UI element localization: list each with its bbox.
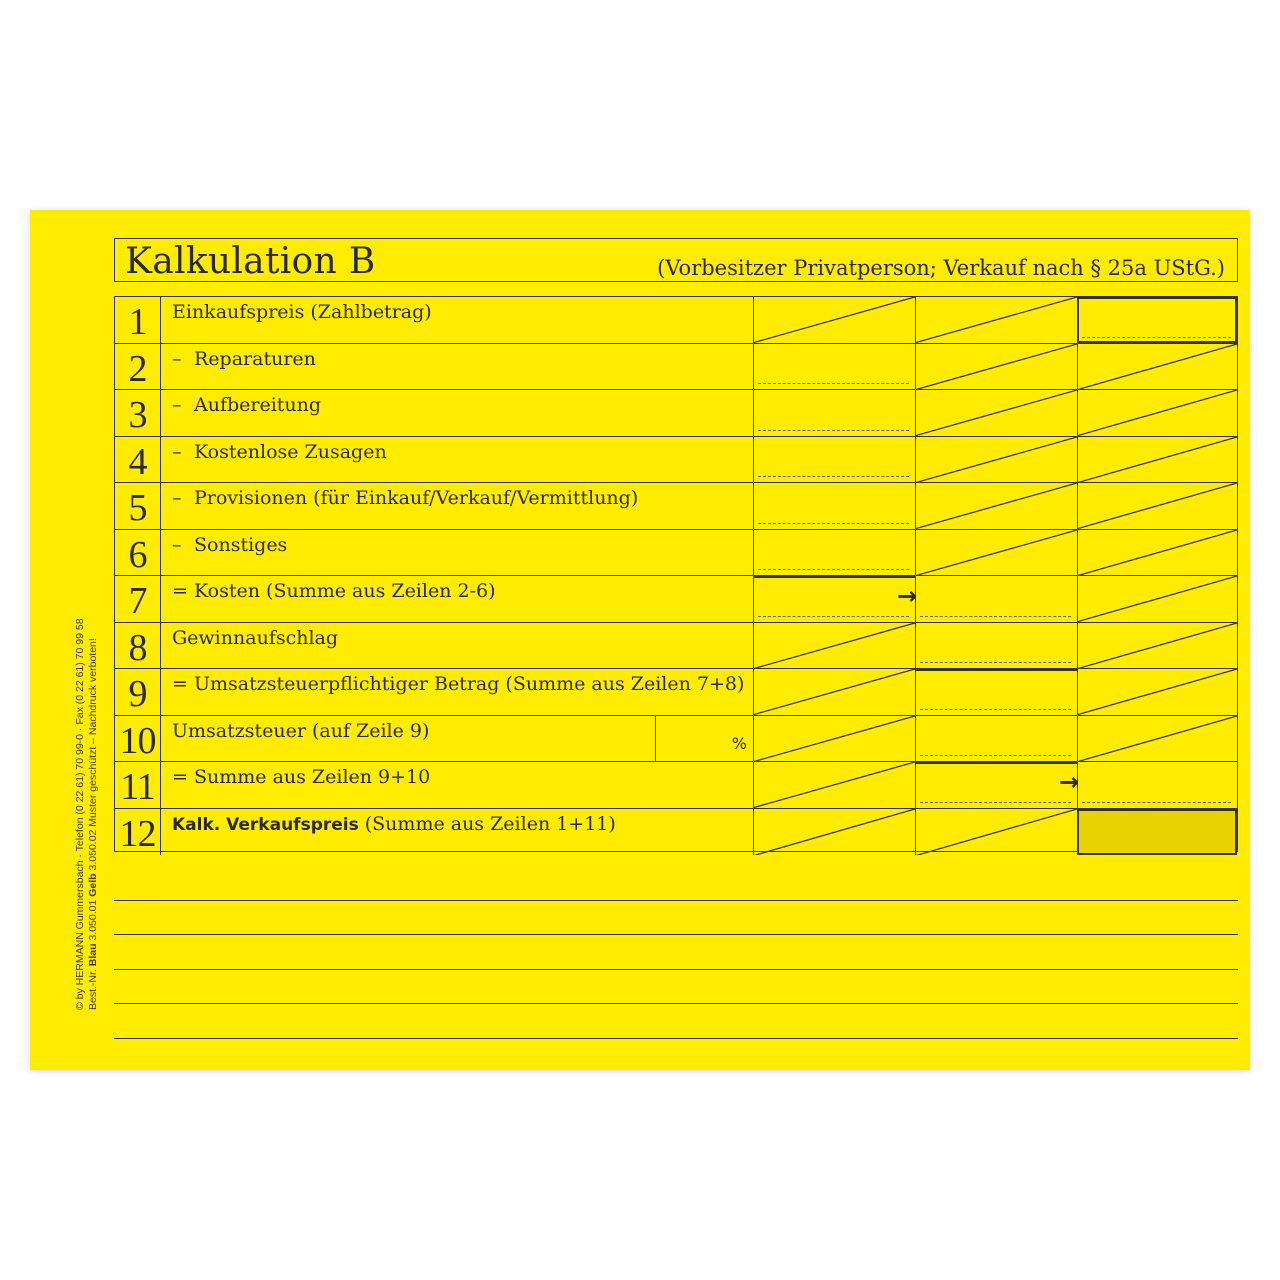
entry-dash-line [758,616,909,617]
form-row-2 [115,344,1237,391]
entry-dash-line [758,523,909,524]
calculation-form-card [30,210,1250,1070]
row-label: = Umsatzsteuerpflichtiger Betrag (Summe aus Zeilen 7+8) [172,673,745,695]
crossed-out-cell [753,809,915,856]
entry-dash-line [758,430,909,431]
calculation-table [114,296,1238,855]
entry-dash-line [920,709,1071,710]
form-row-7 [115,576,1237,623]
imprint-notice: 3.050.02 Muster geschützt – Nachdruck verboten! [87,638,99,874]
form-row-5 [115,483,1237,530]
row-number: 2 [115,344,161,390]
crossed-out-cell [915,390,1077,436]
form-row-10 [115,716,1237,763]
row-number: 6 [115,530,161,576]
entry-dash-line [920,662,1071,663]
form-row-11 [115,762,1237,809]
crossed-out-cell [753,669,915,715]
imprint-order-prefix: Best.-Nr. [87,966,99,1010]
crossed-out-cell [1077,390,1237,436]
crossed-out-cell [915,483,1077,529]
row-number: 4 [115,437,161,483]
row-label: – Kostenlose Zusagen [172,440,387,463]
crossed-out-cell [1077,716,1237,762]
amount-entry-cell[interactable] [1077,762,1237,808]
crossed-out-cell [915,297,1077,343]
carry-over-arrow-icon: → [1059,768,1080,796]
row-label: Einkaufspreis (Zahlbetrag) [172,301,432,323]
amount-entry-cell[interactable] [915,762,1080,808]
entry-dash-line [1082,802,1231,803]
note-line [114,934,1238,935]
row-label: Gewinnaufschlag [172,626,339,649]
row-number: 5 [115,483,161,529]
form-header [114,238,1238,282]
amount-entry-cell[interactable] [753,483,915,529]
crossed-out-cell [753,297,915,343]
row-label: – Reparaturen [172,347,316,370]
form-subtitle: (Vorbesitzer Privatperson; Verkauf nach § 25a UStG.) [657,256,1225,280]
row-number: 8 [115,623,161,669]
form-row-3 [115,390,1237,437]
amount-entry-cell[interactable] [753,530,915,576]
imprint-line-1: © by HERMANN Gummersbach · Telefon (0 22 61) 70 99-0 · Fax (0 22 61) 70 99 58 [74,618,86,1010]
note-line [114,1038,1238,1039]
entry-dash-line [758,383,909,384]
note-line [114,1003,1238,1004]
row-number: 1 [115,297,161,343]
imprint-blue: Blau [87,943,99,967]
entry-dash-line [920,616,1071,617]
amount-entry-cell[interactable] [753,437,915,483]
row-number: 11 [115,762,161,808]
row-number: 7 [115,576,161,622]
percent-sign: % [731,734,747,753]
form-row-12 [115,809,1237,856]
amount-entry-cell[interactable] [915,669,1077,715]
crossed-out-cell [1077,437,1237,483]
form-row-6 [115,530,1237,577]
entry-dash-line [1082,337,1231,338]
crossed-out-cell [915,530,1077,576]
amount-entry-cell[interactable] [1077,297,1237,343]
crossed-out-cell [915,344,1077,390]
crossed-out-cell [1077,669,1237,715]
crossed-out-cell [1077,576,1237,622]
form-row-1 [115,297,1237,344]
crossed-out-cell [915,809,1077,856]
vat-rate-field[interactable] [655,716,753,762]
row-label: – Aufbereitung [172,394,322,416]
crossed-out-cell [1077,344,1237,390]
entry-dash-line [920,755,1071,756]
amount-entry-cell[interactable] [915,576,1077,622]
amount-entry-cell[interactable] [1077,809,1237,856]
amount-entry-cell[interactable] [753,390,915,436]
publisher-imprint [74,618,100,1010]
row-label: = Summe aus Zeilen 9+10 [172,766,431,788]
entry-dash-line [758,569,909,570]
row-number: 3 [115,390,161,436]
imprint-blue-number: 3.050.01 [87,896,99,944]
row-number: 12 [115,809,161,856]
amount-entry-cell[interactable] [915,716,1077,762]
amount-entry-cell[interactable] [753,576,918,622]
row-label: – Provisionen (für Einkauf/Verkauf/Vermittlung) [172,487,639,509]
note-line [114,969,1238,970]
form-row-8 [115,623,1237,670]
form-row-9 [115,669,1237,716]
crossed-out-cell [753,762,915,808]
imprint-yellow: Gelb [87,873,99,897]
imprint-line-2 [87,618,100,1010]
row-label: Kalk. Verkaufspreis (Summe aus Zeilen 1+11) [172,812,616,835]
form-title: Kalkulation B [125,241,376,282]
crossed-out-cell [753,716,915,762]
crossed-out-cell [1077,483,1237,529]
entry-dash-line [920,802,1071,803]
row-number: 10 [115,716,161,762]
row-label: = Kosten (Summe aus Zeilen 2-6) [172,580,496,602]
note-line [114,900,1238,901]
crossed-out-cell [915,437,1077,483]
entry-dash-line [758,476,909,477]
crossed-out-cell [1077,530,1237,576]
form-row-4 [115,437,1237,484]
row-number: 9 [115,669,161,715]
crossed-out-cell [1077,623,1237,669]
amount-entry-cell[interactable] [915,623,1077,669]
row-label: – Sonstiges [172,533,288,556]
row-label: Umsatzsteuer (auf Zeile 9) [172,719,430,742]
amount-entry-cell[interactable] [753,344,915,390]
carry-over-arrow-icon: → [897,582,918,610]
crossed-out-cell [753,623,915,669]
